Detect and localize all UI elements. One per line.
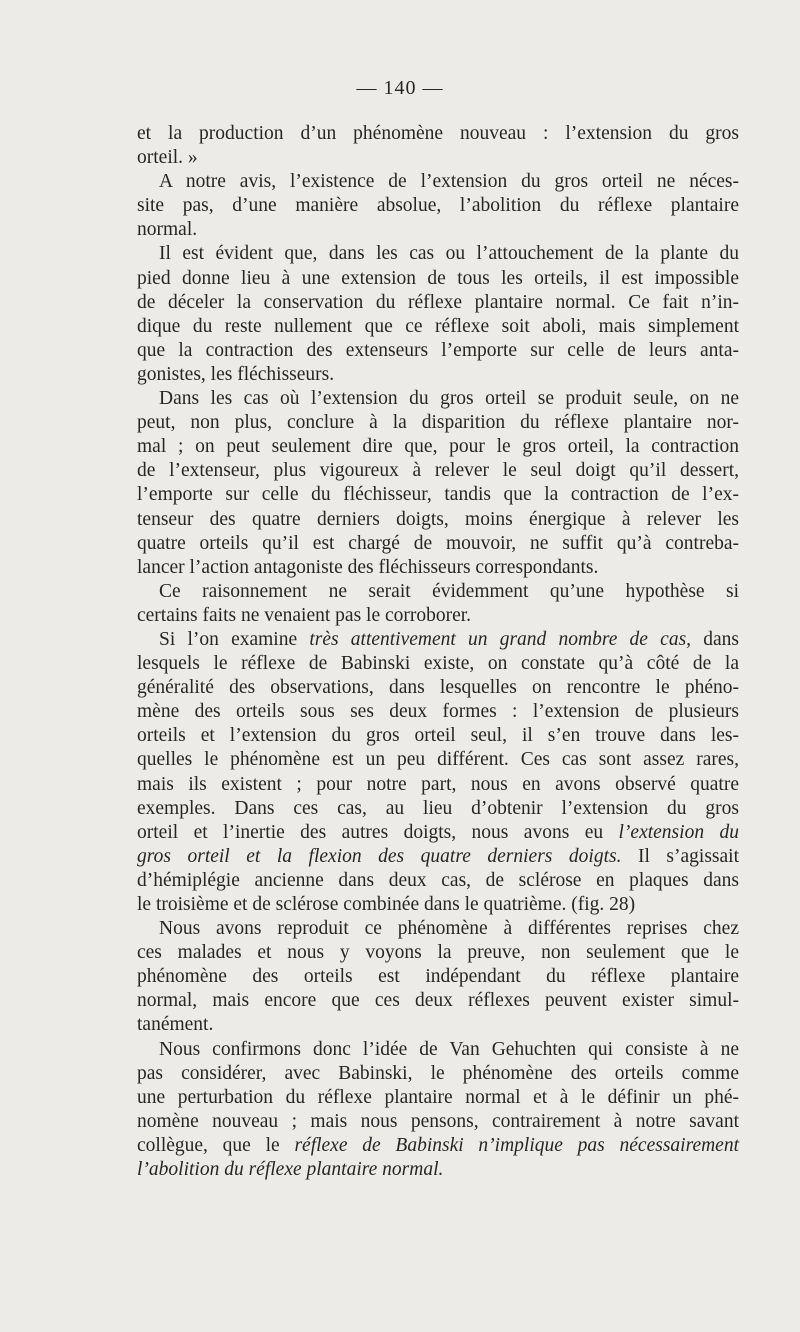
text-line xyxy=(137,869,739,893)
line-text: tenseur des quatre derniers doigts, moins énergique à relever les xyxy=(137,508,739,530)
text-line xyxy=(137,170,739,194)
text-line xyxy=(137,604,739,628)
text-line xyxy=(137,532,739,556)
line-text: mais ils existent ; pour notre part, nous en avons observé quatre xyxy=(137,773,739,795)
line-text: certains faits ne venaient pas le corroborer. xyxy=(137,604,472,626)
line-text: lancer l’action antagoniste des fléchisseurs correspondants. xyxy=(137,556,599,578)
text-line xyxy=(137,748,739,772)
line-text: l’emporte sur celle du fléchisseur, tandis que la contraction de l’ex- xyxy=(137,484,739,506)
text-line xyxy=(137,556,739,580)
line-text: lesquels le réflexe de Babinski existe, on constate qu’à côté de la xyxy=(137,653,739,675)
text-line xyxy=(137,580,739,604)
text-line xyxy=(137,724,739,748)
line-text: le troisième et de sclérose combinée dans le quatrième. (fig. 28) xyxy=(137,894,636,915)
line-text: Nous confirmons donc l’idée de Van Gehuchten qui consiste à ne xyxy=(159,1038,739,1060)
line-text: normal, mais encore que ces deux réflexes peuvent exister simul- xyxy=(137,990,739,1012)
text-line xyxy=(137,508,739,532)
text-line xyxy=(137,483,739,507)
line-text: de déceler la conservation du réflexe plantaire normal. Ce fait n’in- xyxy=(137,291,739,313)
line-text: exemples. Dans ces cas, au lieu d’obtenir l’extension du gros xyxy=(137,797,739,819)
line-text: Ce raisonnement ne serait évidemment qu’une hypothèse si xyxy=(159,580,739,602)
text-line xyxy=(137,917,739,941)
text-line xyxy=(137,1134,739,1158)
text-line xyxy=(137,363,739,387)
line-text: normal. xyxy=(137,219,198,241)
line-text: Si l’on examine xyxy=(159,628,310,650)
line-text: phénomène des orteils est indépendant du réflexe plantaire xyxy=(137,966,739,988)
italic-text: l’abolition du réflexe plantaire normal. xyxy=(137,1159,444,1181)
italic-text: très attentivement un grand nombre de cas, xyxy=(309,628,692,650)
text-line xyxy=(137,652,739,676)
line-text: nomène nouveau ; mais nous pensons, contrairement à notre savant xyxy=(137,1110,739,1132)
text-line xyxy=(137,435,739,459)
italic-text: gros orteil et la flexion des quatre derniers doigts. xyxy=(137,845,622,867)
line-text: pas considérer, avec Babinski, le phénomène des orteils comme xyxy=(137,1062,739,1084)
text-line xyxy=(137,291,739,315)
line-text: tanément. xyxy=(137,1014,214,1036)
text-line xyxy=(137,267,739,291)
text-line xyxy=(137,628,739,652)
line-text: orteil et l’inertie des autres doigts, nous avons eu xyxy=(137,821,619,843)
page-number: — 140 — xyxy=(356,77,444,99)
line-text: mal ; on peut seulement dire que, pour le gros orteil, la contraction xyxy=(137,436,739,458)
text-line xyxy=(137,797,739,821)
line-text: peut, non plus, conclure à la disparition du réflexe plantaire nor- xyxy=(137,412,739,434)
text-line xyxy=(137,1158,739,1182)
text-line xyxy=(137,773,739,797)
line-text: que la contraction des extenseurs l’emporte sur celle de leurs anta- xyxy=(137,339,739,361)
line-text: gonistes, les fléchisseurs. xyxy=(137,363,335,385)
line-text: ces malades et nous y voyons la preuve, non seulement que le xyxy=(137,942,739,964)
line-text: collègue, que le xyxy=(137,1134,295,1156)
body-text xyxy=(137,122,739,1182)
line-text: généralité des observations, dans lesquelles on rencontre le phéno- xyxy=(137,677,739,699)
text-line xyxy=(137,941,739,965)
italic-text: réflexe de Babinski n’implique pas nécessairement xyxy=(294,1134,740,1156)
text-line xyxy=(137,459,739,483)
text-line xyxy=(137,122,739,146)
line-text: site pas, d’une manière absolue, l’abolition du réflexe plantaire xyxy=(137,195,739,217)
text-line xyxy=(137,676,739,700)
line-text-after: dans xyxy=(691,628,739,650)
text-line xyxy=(137,1110,739,1134)
text-line xyxy=(137,194,739,218)
text-line xyxy=(137,242,739,266)
italic-text: l’extension du xyxy=(618,821,739,843)
line-text: de l’extenseur, plus vigoureux à relever le seul doigt qu’il dessert, xyxy=(137,460,739,482)
text-line xyxy=(137,1013,739,1037)
line-text: Nous avons reproduit ce phénomène à différentes reprises chez xyxy=(159,918,739,940)
text-line xyxy=(137,218,739,242)
line-text: et la production d’un phénomène nouveau : l’extension du gros xyxy=(137,123,739,144)
line-text: d’hémiplégie ancienne dans deux cas, de sclérose en plaques dans xyxy=(137,869,739,891)
line-text: orteil. » xyxy=(137,147,198,169)
text-line xyxy=(137,146,739,170)
line-text: une perturbation du réflexe plantaire normal et à le définir un phé- xyxy=(137,1086,739,1108)
text-line xyxy=(137,700,739,724)
text-line xyxy=(137,387,739,411)
text-line xyxy=(137,821,739,845)
text-line xyxy=(137,1062,739,1086)
text-line xyxy=(137,1086,739,1110)
line-text: Il est évident que, dans les cas ou l’attouchement de la plante du xyxy=(159,243,739,265)
text-line xyxy=(137,411,739,435)
line-text: mène des orteils sous ses deux formes : l’extension de plusieurs xyxy=(137,701,739,723)
line-text: pied donne lieu à une extension de tous les orteils, il est impossible xyxy=(137,267,739,289)
text-line xyxy=(137,1038,739,1062)
text-line xyxy=(137,989,739,1013)
text-line xyxy=(137,315,739,339)
text-line xyxy=(137,893,739,917)
line-text: orteils et l’extension du gros orteil seul, il s’en trouve dans les- xyxy=(137,725,739,747)
line-text: quatre orteils qu’il est chargé de mouvoir, ne suffit qu’à contreba- xyxy=(137,532,739,554)
line-text: A notre avis, l’existence de l’extension du gros orteil ne néces- xyxy=(159,171,739,193)
text-line xyxy=(137,339,739,363)
text-line xyxy=(137,845,739,869)
line-text-after: Il s’agissait xyxy=(621,845,740,867)
line-text: Dans les cas où l’extension du gros orteil se produit seule, on ne xyxy=(159,388,739,410)
text-line xyxy=(137,965,739,989)
line-text: dique du reste nullement que ce réflexe soit aboli, mais simplement xyxy=(137,315,739,337)
line-text: quelles le phénomène est un peu différent. Ces cas sont assez rares, xyxy=(137,749,739,771)
